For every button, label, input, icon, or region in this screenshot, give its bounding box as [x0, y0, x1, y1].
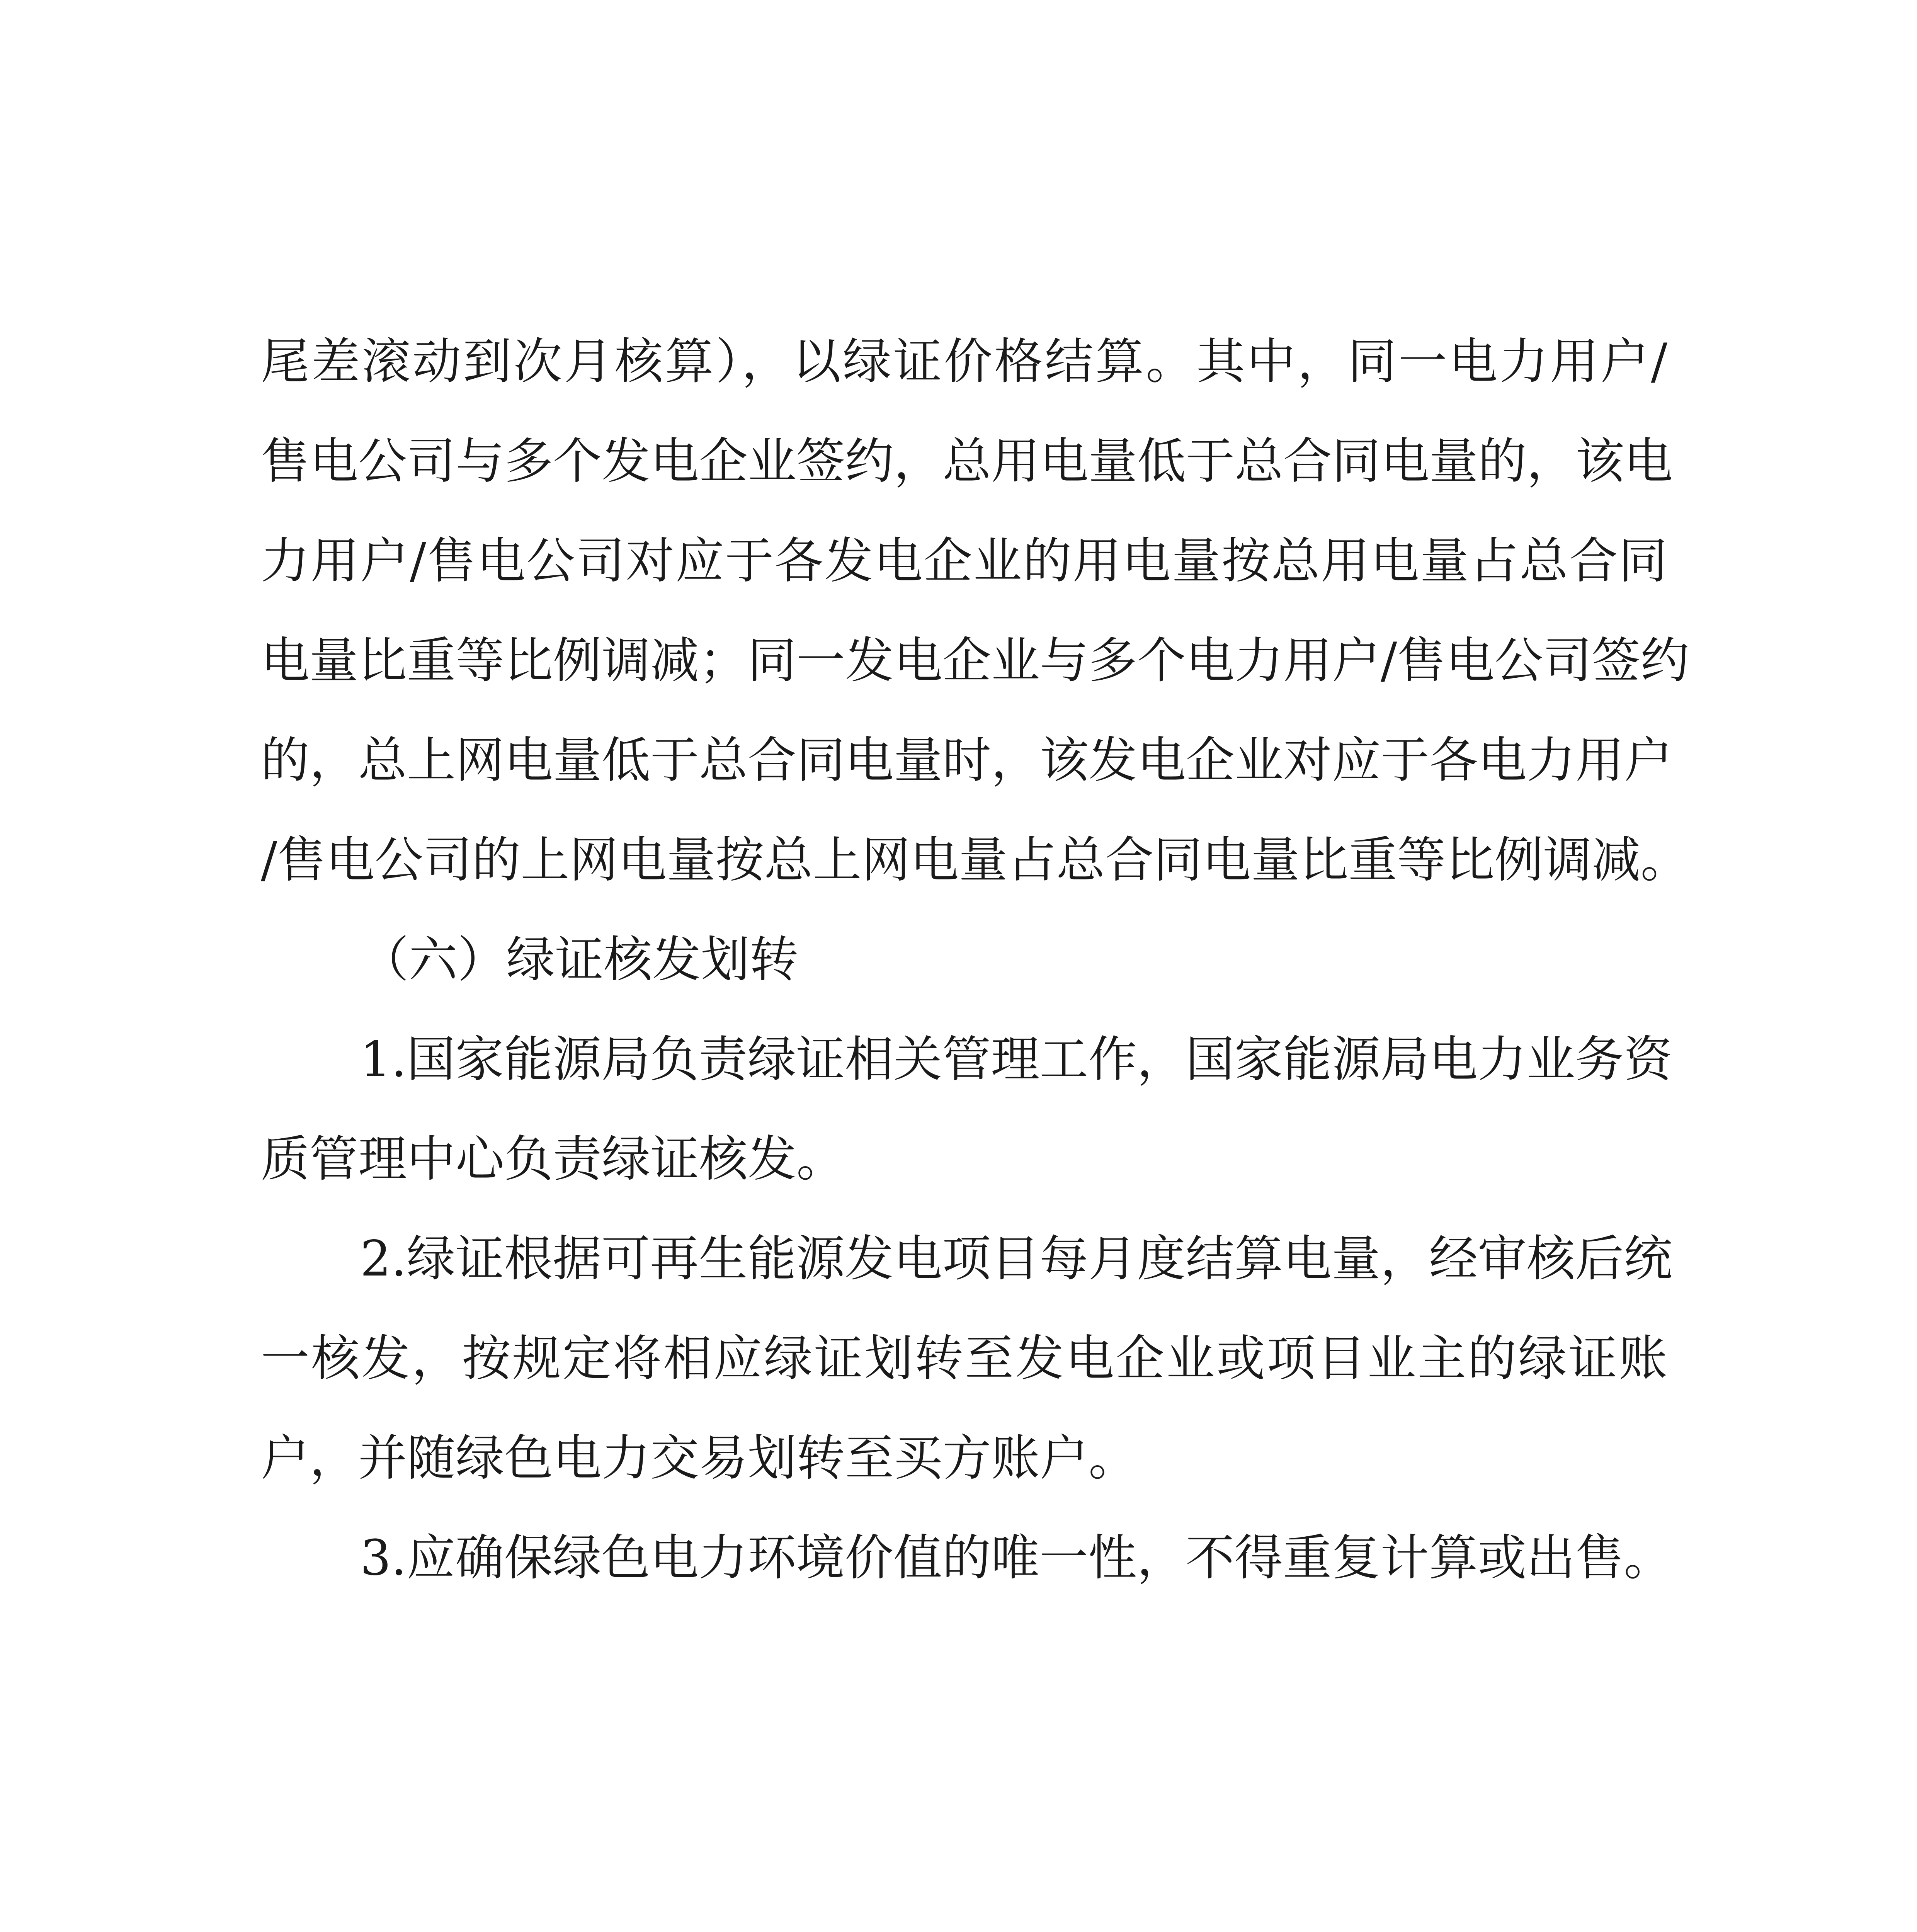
paragraph-line: 力用户/售电公司对应于各发电企业的用电量按总用电量占总合同 — [261, 532, 1667, 589]
list-item-line: 一核发，按规定将相应绿证划转至发电企业或项目业主的绿证账 — [261, 1330, 1667, 1387]
paragraph-line: 电量比重等比例调减；同一发电企业与多个电力用户/售电公司签约 — [261, 632, 1689, 689]
paragraph-line: /售电公司的上网电量按总上网电量占总合同电量比重等比例调减。 — [261, 832, 1689, 888]
paragraph-line: 尾差滚动到次月核算），以绿证价格结算。其中，同一电力用户/ — [261, 333, 1667, 390]
section-heading: （六）绿证核发划转 — [360, 931, 798, 988]
list-item-line: 3.应确保绿色电力环境价值的唯一性，不得重复计算或出售。 — [360, 1529, 1673, 1586]
list-item-line: 户，并随绿色电力交易划转至买方账户。 — [261, 1430, 1137, 1486]
paragraph-line: 售电公司与多个发电企业签约，总用电量低于总合同电量的，该电 — [261, 433, 1673, 490]
list-item-line: 质管理中心负责绿证核发。 — [261, 1131, 845, 1187]
list-item-line: 1.国家能源局负责绿证相关管理工作，国家能源局电力业务资 — [360, 1031, 1673, 1088]
list-item-line: 2.绿证根据可再生能源发电项目每月度结算电量，经审核后统 — [360, 1230, 1673, 1287]
paragraph-line: 的，总上网电量低于总合同电量时，该发电企业对应于各电力用户 — [261, 732, 1673, 789]
